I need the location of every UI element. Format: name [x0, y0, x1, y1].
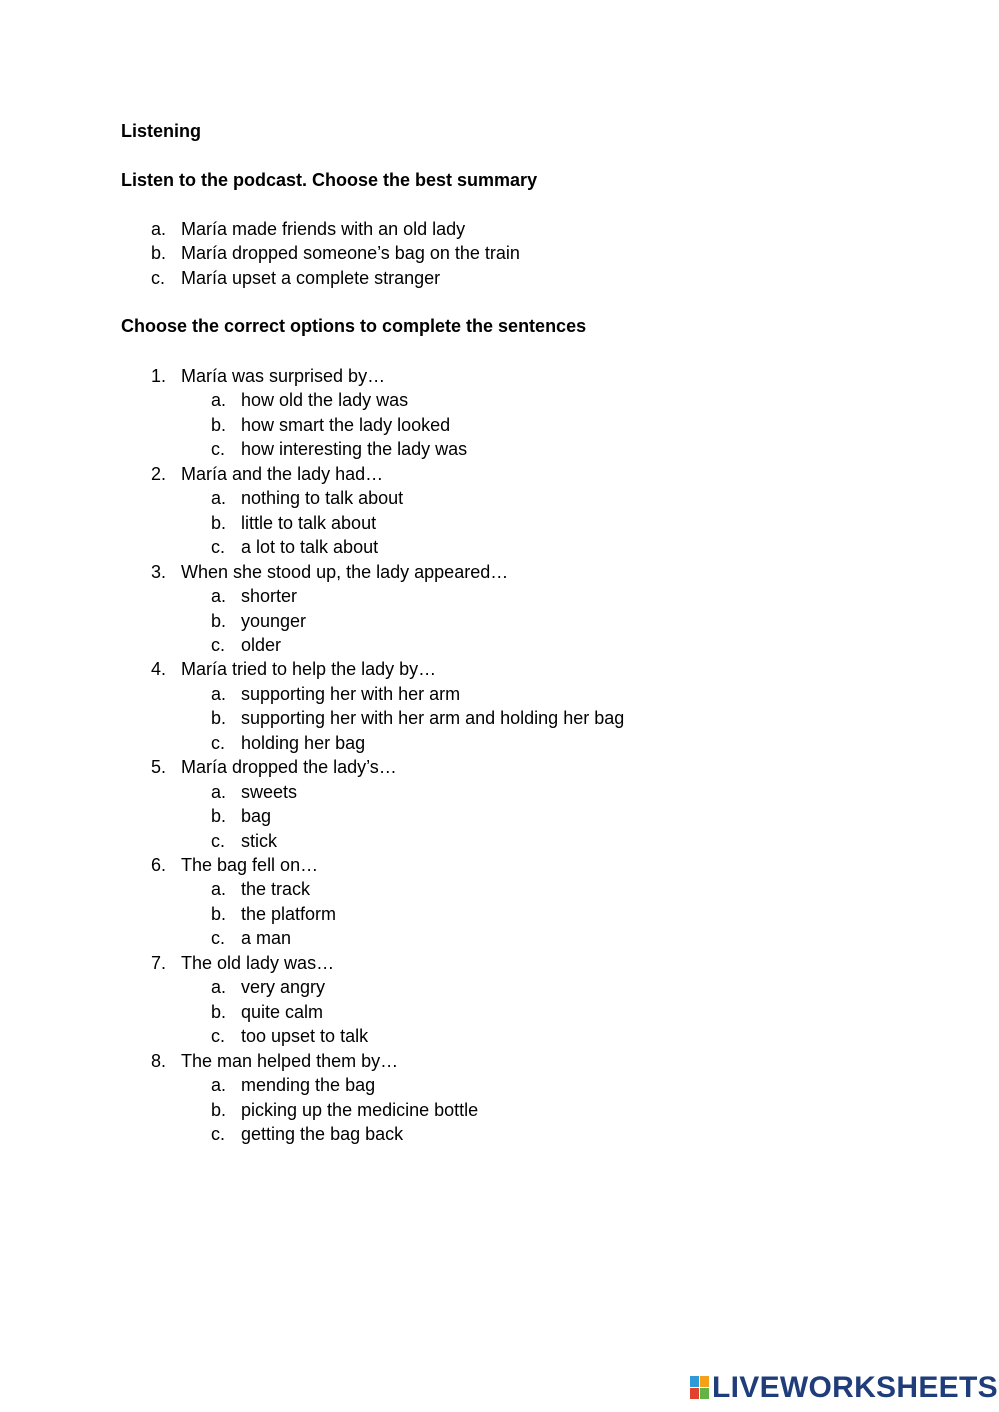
- summary-option-marker: b.: [151, 243, 167, 264]
- question-option-text: a man: [241, 928, 292, 949]
- question-option-text: younger: [241, 610, 307, 631]
- question-option-marker: b.: [211, 903, 227, 924]
- question-option-text: a lot to talk about: [241, 537, 379, 558]
- summary-option-text: María made friends with an old lady: [181, 219, 466, 239]
- question-option-marker: a.: [211, 1075, 227, 1096]
- question-option-text: how old the lady was: [241, 390, 409, 411]
- question-option-text: older: [241, 634, 282, 655]
- question-option-text: very angry: [241, 977, 326, 998]
- question-item-text: María was surprised by…: [181, 366, 386, 386]
- question-option-marker: b.: [211, 414, 227, 435]
- question-option-marker: b.: [211, 512, 227, 533]
- question-option-marker: b.: [211, 806, 227, 827]
- question-item-marker: 6.: [151, 855, 167, 875]
- question-option-text: mending the bag: [241, 1075, 376, 1096]
- question-option-marker: c.: [211, 537, 226, 558]
- summary-option-text: María dropped someone’s bag on the train: [181, 243, 520, 264]
- question-option-text: supporting her with her arm: [241, 683, 461, 704]
- question-option-marker: a.: [211, 683, 227, 704]
- question-option-marker: a.: [211, 977, 227, 998]
- question-option-marker: a.: [211, 488, 227, 509]
- question-option-text: stick: [241, 830, 277, 851]
- question-option-text: shorter: [241, 586, 298, 607]
- question-item-marker: 1.: [151, 366, 167, 386]
- question-option-marker: b.: [211, 1001, 227, 1022]
- question-option-marker: a.: [211, 781, 227, 802]
- question-option-marker: a.: [211, 390, 227, 411]
- page-title: Listening: [121, 121, 201, 141]
- question-option-marker: c.: [211, 1026, 226, 1047]
- question-item-text: The bag fell on…: [181, 855, 319, 875]
- question-option-marker: a.: [211, 586, 227, 607]
- question-option-text: the platform: [241, 903, 337, 924]
- sentences-instruction: Choose the correct options to complete the sentences: [121, 316, 587, 336]
- question-option-text: quite calm: [241, 1001, 324, 1022]
- question-item-marker: 4.: [151, 659, 167, 680]
- question-item-marker: 8.: [151, 1050, 167, 1071]
- question-option-text: how smart the lady looked: [241, 414, 451, 435]
- question-option-text: getting the bag back: [241, 1123, 404, 1144]
- question-option-text: the track: [241, 879, 311, 900]
- question-option-marker: c.: [211, 928, 226, 949]
- logo-wordmark: LIVEWORKSHEETS: [712, 1371, 998, 1404]
- question-option-marker: c.: [211, 732, 226, 753]
- question-option-marker: b.: [211, 708, 227, 729]
- question-option-text: how interesting the lady was: [241, 439, 468, 460]
- question-item-text: María tried to help the lady by…: [181, 659, 437, 680]
- question-item-text: María dropped the lady’s…: [181, 757, 397, 778]
- question-item-marker: 2.: [151, 463, 167, 484]
- question-option-text: nothing to talk about: [241, 488, 404, 509]
- question-option-marker: c.: [211, 634, 226, 655]
- question-option-text: bag: [241, 806, 272, 827]
- question-item-text: María and the lady had…: [181, 463, 384, 484]
- question-option-text: little to talk about: [241, 512, 377, 533]
- question-option-marker: b.: [211, 1099, 227, 1120]
- logo-tiles-icon: [690, 1376, 710, 1400]
- question-option-marker: c.: [211, 439, 226, 460]
- question-item-marker: 5.: [151, 757, 167, 778]
- liveworksheets-logo: [690, 1373, 998, 1403]
- summary-option-marker: c.: [151, 267, 166, 288]
- question-option-text: too upset to talk: [241, 1026, 369, 1047]
- question-item-marker: 7.: [151, 952, 167, 973]
- summary-instruction: Listen to the podcast. Choose the best summary: [121, 170, 538, 190]
- question-option-marker: c.: [211, 830, 226, 851]
- summary-option-marker: a.: [151, 219, 167, 239]
- question-item-text: The old lady was…: [181, 952, 335, 973]
- question-option-marker: a.: [211, 879, 227, 900]
- question-item-marker: 3.: [151, 561, 167, 582]
- question-option-text: holding her bag: [241, 732, 366, 753]
- question-option-text: sweets: [241, 781, 298, 802]
- question-option-marker: c.: [211, 1123, 226, 1144]
- question-item-text: The man helped them by…: [181, 1050, 399, 1071]
- question-item-text: When she stood up, the lady appeared…: [181, 561, 509, 582]
- question-option-text: supporting her with her arm and holding her bag: [241, 708, 625, 729]
- question-option-marker: b.: [211, 610, 227, 631]
- question-option-text: picking up the medicine bottle: [241, 1099, 479, 1120]
- summary-option-text: María upset a complete stranger: [181, 267, 441, 288]
